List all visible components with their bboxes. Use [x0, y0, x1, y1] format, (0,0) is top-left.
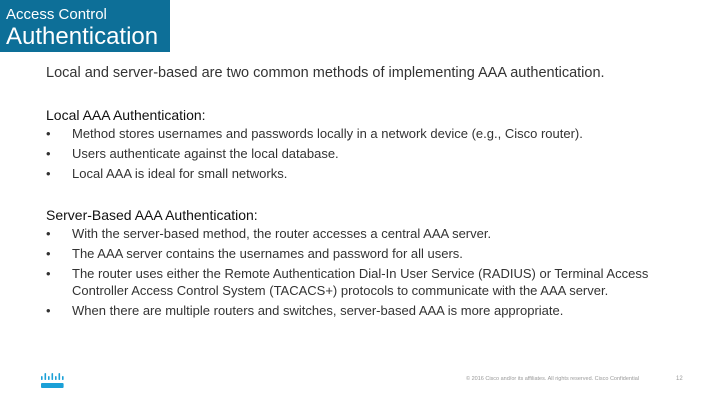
- list-item-text: Local AAA is ideal for small networks.: [72, 166, 288, 181]
- bullet-icon: •: [46, 303, 51, 318]
- bullet-icon: •: [46, 146, 51, 161]
- list-item-text: The AAA server contains the usernames and password for all users.: [72, 246, 463, 261]
- slide-subtitle: Access Control: [6, 6, 107, 23]
- intro-text: Local and server-based are two common methods of implementing AAA authentication.: [46, 65, 605, 81]
- list-item-text: When there are multiple routers and switches, server-based AAA is more appropriate.: [72, 303, 564, 318]
- bullet-icon: •: [46, 166, 51, 181]
- bullet-icon: •: [46, 266, 51, 281]
- bullet-icon: •: [46, 126, 51, 141]
- local-aaa-heading: Local AAA Authentication:: [46, 107, 206, 123]
- local-aaa-bullet-list: [46, 125, 686, 182]
- list-item: [46, 125, 686, 142]
- bullet-icon: •: [46, 246, 51, 261]
- bullet-icon: •: [46, 226, 51, 241]
- list-item: [46, 265, 686, 299]
- list-item-text: The router uses either the Remote Authentication Dial-In User Service (RADIUS) or Terminal Access Controller Access Control System (TACACS+) protocols to communicate with the AAA server.: [72, 266, 649, 298]
- server-aaa-heading: Server-Based AAA Authentication:: [46, 207, 258, 223]
- list-item: [46, 245, 686, 262]
- list-item: [46, 225, 686, 242]
- header-bar: [0, 0, 170, 52]
- list-item: [46, 302, 686, 319]
- footer-copyright: © 2016 Cisco and/or its affiliates. All rights reserved. Cisco Confidential: [466, 376, 640, 382]
- list-item-text: Users authenticate against the local database.: [72, 146, 339, 161]
- list-item-text: With the server-based method, the router accesses a central AAA server.: [72, 226, 492, 241]
- cisco-logo-icon: [40, 372, 68, 390]
- server-aaa-bullet-list: [46, 225, 686, 319]
- list-item: [46, 145, 686, 162]
- server-aaa-section: [46, 205, 686, 322]
- list-item-text: Method stores usernames and passwords locally in a network device (e.g., Cisco router).: [72, 126, 583, 141]
- local-aaa-section: [46, 105, 686, 185]
- slide-title: Authentication: [6, 23, 159, 50]
- list-item: [46, 165, 686, 182]
- page-number: 12: [676, 376, 683, 382]
